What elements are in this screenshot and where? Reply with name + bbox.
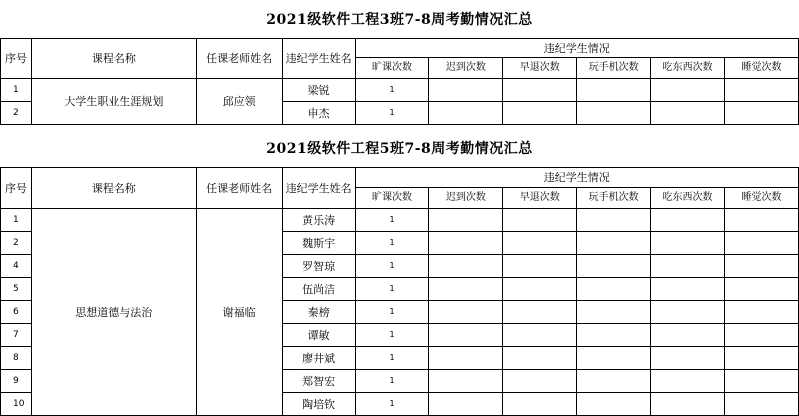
eating-count [651, 278, 725, 301]
header-sleeping: 睡觉次数 [725, 188, 799, 209]
eating-count [651, 393, 725, 416]
student-name: 罗智琼 [282, 255, 355, 278]
row-seq: 4 [1, 255, 32, 278]
absent-count: 1 [355, 255, 429, 278]
phone-count [577, 370, 651, 393]
row-seq: 2 [1, 232, 32, 255]
course-name: 思想道德与法治 [31, 209, 196, 416]
student-name: 廖井斌 [282, 347, 355, 370]
early-leave-count [503, 370, 577, 393]
early-leave-count [503, 301, 577, 324]
header-early-leave: 早退次数 [503, 188, 577, 209]
row-seq: 10 [1, 393, 32, 416]
student-name: 伍尚洁 [282, 278, 355, 301]
eating-count [651, 232, 725, 255]
eating-count [651, 79, 725, 102]
early-leave-count [503, 209, 577, 232]
phone-count [577, 255, 651, 278]
row-seq: 5 [1, 278, 32, 301]
row-seq: 7 [1, 324, 32, 347]
student-name: 陶培钦 [282, 393, 355, 416]
early-leave-count [503, 255, 577, 278]
phone-count [577, 347, 651, 370]
attendance-table-class5 [0, 167, 799, 416]
absent-count: 1 [355, 209, 429, 232]
header-seq: 序号 [1, 39, 32, 79]
student-name: 魏斯宇 [282, 232, 355, 255]
row-seq: 1 [1, 209, 32, 232]
table-row [1, 209, 799, 232]
late-count [429, 370, 503, 393]
header-late: 迟到次数 [429, 188, 503, 209]
header-absent: 旷课次数 [355, 58, 429, 79]
row-seq: 8 [1, 347, 32, 370]
header-course: 课程名称 [31, 39, 196, 79]
course-name: 大学生职业生涯规划 [31, 79, 196, 125]
student-name: 梁锐 [282, 79, 355, 102]
early-leave-count [503, 278, 577, 301]
absent-count: 1 [355, 301, 429, 324]
table-title-class5: 2021级软件工程5班7-8周考勤情况汇总 [266, 141, 533, 157]
phone-count [577, 79, 651, 102]
early-leave-count [503, 324, 577, 347]
early-leave-count [503, 232, 577, 255]
sleeping-count [725, 347, 799, 370]
phone-count [577, 102, 651, 125]
header-phone: 玩手机次数 [577, 188, 651, 209]
late-count [429, 324, 503, 347]
eating-count [651, 370, 725, 393]
late-count [429, 255, 503, 278]
late-count [429, 102, 503, 125]
sleeping-count [725, 278, 799, 301]
eating-count [651, 102, 725, 125]
phone-count [577, 324, 651, 347]
sleeping-count [725, 301, 799, 324]
absent-count: 1 [355, 102, 429, 125]
eating-count [651, 209, 725, 232]
student-name: 郑智宏 [282, 370, 355, 393]
phone-count [577, 301, 651, 324]
sleeping-count [725, 324, 799, 347]
student-name: 申杰 [282, 102, 355, 125]
late-count [429, 232, 503, 255]
late-count [429, 301, 503, 324]
header-eating: 吃东西次数 [651, 58, 725, 79]
table-row [1, 79, 799, 102]
sleeping-count [725, 370, 799, 393]
sleeping-count [725, 79, 799, 102]
absent-count: 1 [355, 393, 429, 416]
phone-count [577, 232, 651, 255]
row-seq: 9 [1, 370, 32, 393]
late-count [429, 209, 503, 232]
sleeping-count [725, 102, 799, 125]
header-violation-group: 违纪学生情况 [355, 39, 798, 58]
early-leave-count [503, 102, 577, 125]
phone-count [577, 209, 651, 232]
student-name: 黄乐涛 [282, 209, 355, 232]
late-count [429, 393, 503, 416]
header-late: 迟到次数 [429, 58, 503, 79]
absent-count: 1 [355, 278, 429, 301]
sleeping-count [725, 255, 799, 278]
header-eating: 吃东西次数 [651, 188, 725, 209]
row-seq: 6 [1, 301, 32, 324]
header-phone: 玩手机次数 [577, 58, 651, 79]
early-leave-count [503, 79, 577, 102]
student-name: 秦榜 [282, 301, 355, 324]
header-seq: 序号 [1, 168, 32, 209]
teacher-name: 谢福临 [196, 209, 282, 416]
header-violation-group: 违纪学生情况 [355, 168, 798, 188]
absent-count: 1 [355, 324, 429, 347]
header-early-leave: 早退次数 [503, 58, 577, 79]
header-student: 违纪学生姓名 [282, 39, 355, 79]
absent-count: 1 [355, 79, 429, 102]
sleeping-count [725, 232, 799, 255]
early-leave-count [503, 347, 577, 370]
eating-count [651, 301, 725, 324]
attendance-table-class3 [0, 38, 799, 125]
absent-count: 1 [355, 232, 429, 255]
header-sleeping: 睡觉次数 [725, 58, 799, 79]
eating-count [651, 324, 725, 347]
eating-count [651, 255, 725, 278]
absent-count: 1 [355, 347, 429, 370]
absent-count: 1 [355, 370, 429, 393]
late-count [429, 347, 503, 370]
row-seq: 2 [1, 102, 32, 125]
early-leave-count [503, 393, 577, 416]
late-count [429, 79, 503, 102]
header-absent: 旷课次数 [355, 188, 429, 209]
header-student: 违纪学生姓名 [282, 168, 355, 209]
student-name: 谭敏 [282, 324, 355, 347]
header-teacher: 任课老师姓名 [196, 168, 282, 209]
table-title-class3: 2021级软件工程3班7-8周考勤情况汇总 [266, 12, 533, 28]
teacher-name: 邱应领 [196, 79, 282, 125]
phone-count [577, 393, 651, 416]
sleeping-count [725, 393, 799, 416]
eating-count [651, 347, 725, 370]
phone-count [577, 278, 651, 301]
header-course: 课程名称 [31, 168, 196, 209]
header-teacher: 任课老师姓名 [196, 39, 282, 79]
row-seq: 1 [1, 79, 32, 102]
sleeping-count [725, 209, 799, 232]
late-count [429, 278, 503, 301]
